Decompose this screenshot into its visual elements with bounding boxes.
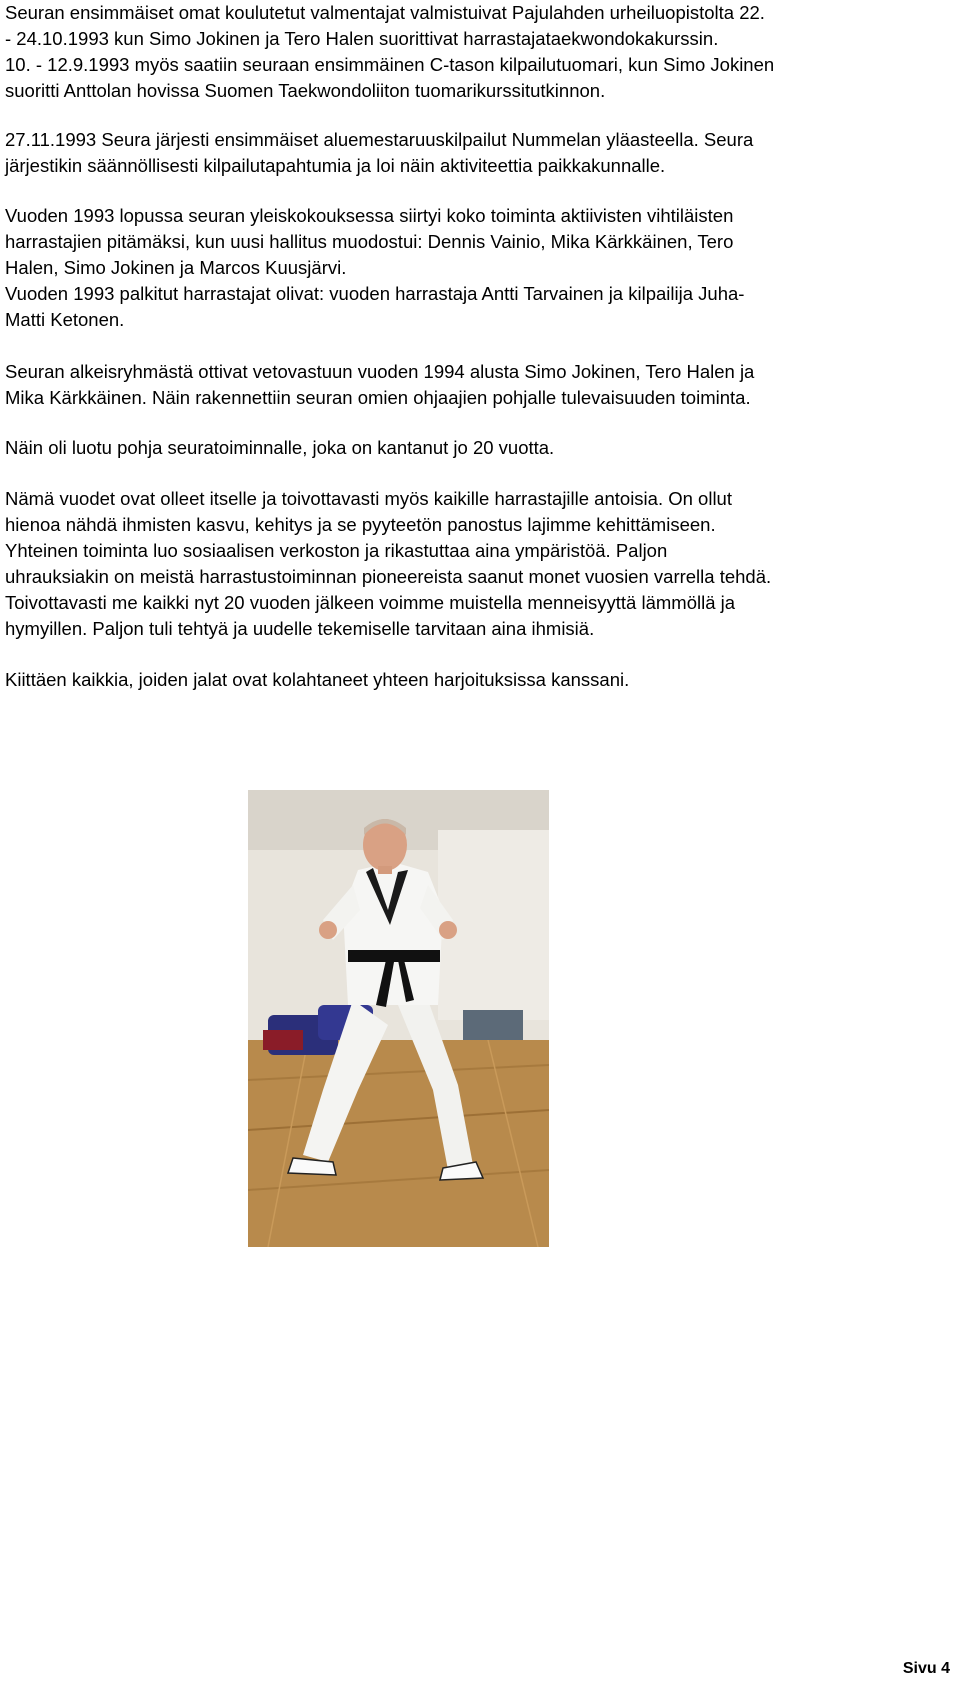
text-line: Mika Kärkkäinen. Näin rakennettiin seuran omien ohjaajien pohjalle tulevaisuuden toiminta. bbox=[5, 387, 751, 408]
page-number: Sivu 4 bbox=[902, 1660, 950, 1677]
text-line: Seuran ensimmäiset omat koulutetut valmentajat valmistuivat Pajulahden urheiluopistolta 22. bbox=[5, 2, 765, 23]
paragraph-foundation bbox=[5, 435, 554, 461]
text-line: 10. - 12.9.1993 myös saatiin seuraan ensimmäinen C-tason kilpailutuomari, kun Simo Jokinen bbox=[5, 54, 775, 75]
text-line: Yhteinen toiminta luo sosiaalisen verkoston ja rikastuttaa aina ympäristöä. Paljon bbox=[5, 540, 668, 561]
text-line: Nämä vuodet ovat olleet itselle ja toivottavasti myös kaikille harrastajille antoisia. On ollut bbox=[5, 488, 732, 509]
text-line: suoritti Anttolan hovissa Suomen Taekwondoliiton tuomarikurssitutkinnon. bbox=[5, 80, 606, 101]
text-line: hymyillen. Paljon tuli tehtyä ja uudelle tekemiselle tarvitaan aina ihmisiä. bbox=[5, 618, 595, 639]
text-line: uhrauksiakin on meistä harrastustoiminnan pioneereista saanut monet vuosien varrella tehdä. bbox=[5, 566, 772, 587]
text-line: hienoa nähdä ihmisten kasvu, kehitys ja se pyyteetön panostus lajimme kehittämiseen. bbox=[5, 514, 716, 535]
text-line: Toivottavasti me kaikki nyt 20 vuoden jälkeen voimme muistella menneisyyttä lämmöllä ja bbox=[5, 592, 736, 613]
text-line: - 24.10.1993 kun Simo Jokinen ja Tero Halen suorittivat harrastajataekwondokakurssin. bbox=[5, 28, 719, 49]
paragraph-reflection bbox=[5, 486, 771, 642]
paragraph-competitions bbox=[5, 127, 753, 179]
text-line: Matti Ketonen. bbox=[5, 309, 125, 330]
text-line: harrastajien pitämäksi, kun uusi hallitus muodostui: Dennis Vainio, Mika Kärkkäinen, Tero bbox=[5, 231, 734, 252]
text-line: järjestikin säännöllisesti kilpailutapahtumia ja loi näin aktiviteettia paikkakunnalle. bbox=[5, 155, 666, 176]
text-line: Vuoden 1993 palkitut harrastajat olivat: vuoden harrastaja Antti Tarvainen ja kilpailija Juha- bbox=[5, 283, 745, 304]
text-line: Kiittäen kaikkia, joiden jalat ovat kolahtaneet yhteen harjoituksissa kanssani. bbox=[5, 669, 630, 690]
text-line: Halen, Simo Jokinen ja Marcos Kuusjärvi. bbox=[5, 257, 347, 278]
paragraph-beginners bbox=[5, 359, 754, 411]
paragraph-thanks bbox=[5, 667, 629, 693]
text-line: Vuoden 1993 lopussa seuran yleiskokouksessa siirtyi koko toiminta aktiivisten vihtiläisten bbox=[5, 205, 734, 226]
taekwondo-photo bbox=[248, 790, 549, 1247]
paragraph-coaches bbox=[5, 0, 774, 104]
paragraph-board bbox=[5, 203, 744, 333]
text-line: Näin oli luotu pohja seuratoiminnalle, joka on kantanut jo 20 vuotta. bbox=[5, 437, 555, 458]
text-line: Seuran alkeisryhmästä ottivat vetovastuun vuoden 1994 alusta Simo Jokinen, Tero Halen ja bbox=[5, 361, 755, 382]
text-line: 27.11.1993 Seura järjesti ensimmäiset aluemestaruuskilpailut Nummelan yläasteella. Seura bbox=[5, 129, 754, 150]
